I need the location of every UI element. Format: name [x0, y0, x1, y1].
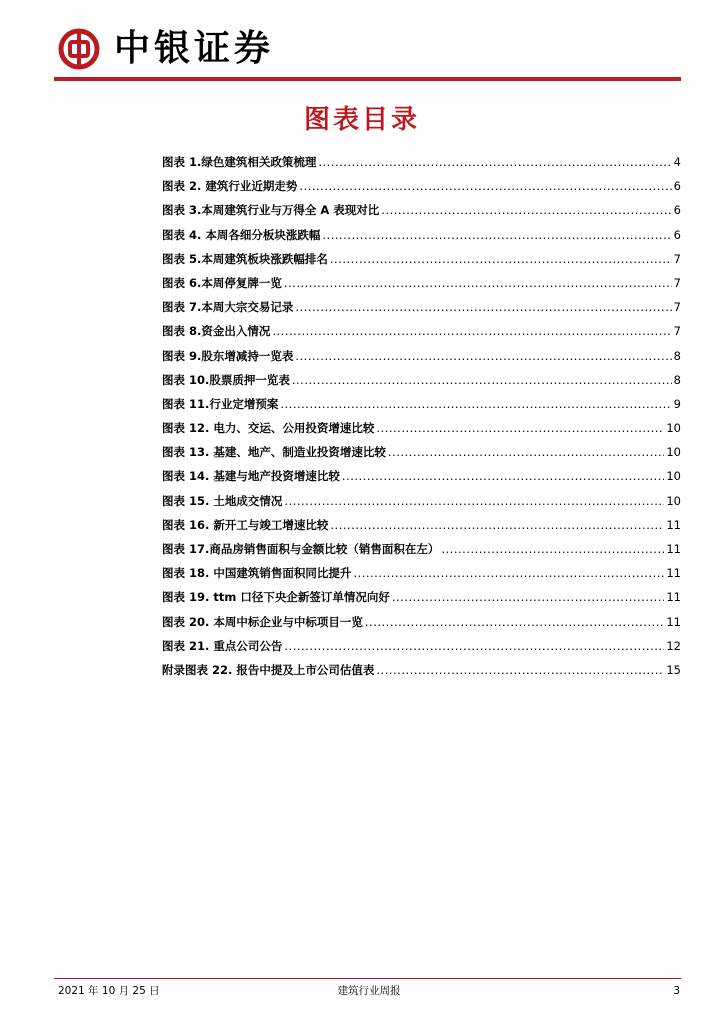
toc-entry-page: 11	[666, 590, 681, 605]
toc-entry-title: 图表 20. 本周中标企业与中标项目一览	[162, 614, 363, 629]
toc-entry[interactable]	[162, 150, 681, 174]
toc-entry-page: 10	[666, 421, 681, 436]
toc-entry-title: 图表 2. 建筑行业近期走势	[162, 179, 298, 194]
toc-entry-page: 8	[673, 372, 681, 387]
toc-entry-title: 图表 8.资金出入情况	[162, 324, 271, 339]
toc-entry-title: 图表 11.行业定增预案	[162, 396, 279, 411]
toc-entry-page: 11	[666, 517, 681, 532]
toc-leader-dots	[330, 513, 664, 537]
toc-entry-title: 附录图表 22. 报告中提及上市公司估值表	[162, 662, 375, 677]
toc-leader-dots	[376, 658, 664, 682]
toc-entry[interactable]	[162, 537, 681, 561]
toc-entry-title: 图表 9.股东增减持一览表	[162, 348, 294, 363]
toc-entry[interactable]	[162, 174, 681, 198]
toc-entry-page: 4	[673, 155, 681, 169]
toc-entry[interactable]	[162, 634, 681, 658]
toc-leader-dots	[284, 271, 672, 295]
page-footer	[58, 983, 680, 999]
toc-entry[interactable]	[162, 223, 681, 247]
page-header	[0, 0, 724, 90]
toc-entry-title: 图表 6.本周停复牌一览	[162, 275, 282, 290]
toc-leader-dots	[280, 392, 671, 416]
toc-entry-page: 10	[666, 469, 681, 484]
toc-leader-dots	[295, 295, 671, 319]
toc-leader-dots	[342, 464, 664, 488]
toc-entry[interactable]	[162, 585, 681, 609]
toc-entry[interactable]	[162, 319, 681, 343]
toc-entry[interactable]	[162, 440, 681, 464]
header-divider	[54, 77, 681, 81]
toc-entry[interactable]	[162, 489, 681, 513]
toc-leader-dots	[365, 610, 664, 634]
toc-entry[interactable]	[162, 247, 681, 271]
toc-entry[interactable]	[162, 368, 681, 392]
toc-entry-page: 6	[673, 227, 681, 242]
toc-entry-title: 图表 18. 中国建筑销售面积同比提升	[162, 566, 352, 581]
toc-leader-dots	[376, 416, 664, 440]
toc-entry-title: 图表 10.股票质押一览表	[162, 372, 290, 387]
toc-entry[interactable]	[162, 344, 681, 368]
toc-entry[interactable]	[162, 658, 681, 682]
toc-entry-title: 图表 12. 电力、交运、公用投资增速比较	[162, 421, 375, 436]
toc-entry-title: 图表 21. 重点公司公告	[162, 638, 283, 653]
toc-entry[interactable]	[162, 271, 681, 295]
toc-entry-page: 6	[673, 203, 681, 218]
toc-entry-page: 11	[666, 566, 681, 581]
toc-leader-dots	[441, 537, 664, 561]
toc-entry[interactable]	[162, 295, 681, 319]
toc-entry-page: 10	[666, 493, 681, 508]
toc-leader-dots	[318, 150, 671, 174]
toc-entry-page: 11	[666, 614, 681, 629]
toc-leader-dots	[322, 223, 671, 247]
toc-title: 图表目录	[303, 105, 420, 135]
toc-entry[interactable]	[162, 198, 681, 222]
toc-entry-page: 15	[666, 662, 681, 677]
bank-of-china-logo-icon	[58, 28, 100, 70]
footer-divider	[54, 978, 681, 979]
toc-entry[interactable]	[162, 416, 681, 440]
toc-leader-dots	[295, 344, 671, 368]
toc-entry-title: 图表 13. 基建、地产、制造业投资增速比较	[162, 445, 386, 460]
toc-entry-title: 图表 15. 土地成交情况	[162, 493, 283, 508]
toc-leader-dots	[284, 634, 664, 658]
toc-entry-page: 7	[673, 275, 681, 290]
toc-entry[interactable]	[162, 464, 681, 488]
toc-entry-title: 图表 4. 本周各细分板块涨跌幅	[162, 227, 321, 242]
toc-leader-dots	[392, 585, 665, 609]
toc-leader-dots	[388, 440, 664, 464]
toc-entry-page: 8	[673, 348, 681, 363]
toc-entry-title: 图表 7.本周大宗交易记录	[162, 300, 294, 315]
toc-entry-page: 9	[673, 396, 681, 411]
table-of-figures	[162, 150, 681, 682]
toc-entry-title: 图表 16. 新开工与竣工增速比较	[162, 517, 329, 532]
toc-entry-page: 10	[666, 445, 681, 460]
toc-entry[interactable]	[162, 513, 681, 537]
toc-leader-dots	[299, 174, 671, 198]
toc-leader-dots	[284, 489, 664, 513]
toc-entry-page: 7	[673, 324, 681, 339]
toc-entry-title: 图表 14. 基建与地产投资增速比较	[162, 469, 340, 484]
toc-entry-title: 图表 17.商品房销售面积与金额比较（销售面积在左）	[162, 542, 440, 556]
toc-entry-title: 图表 19. ttm 口径下央企新签订单情况向好	[162, 590, 390, 605]
toc-leader-dots	[353, 561, 664, 585]
footer-page-number: 3	[673, 985, 680, 997]
toc-entry-title: 图表 5.本周建筑板块涨跌幅排名	[162, 251, 328, 266]
brand-name: 中银证券	[114, 27, 275, 69]
toc-entry-page: 11	[666, 542, 681, 556]
toc-leader-dots	[272, 319, 671, 343]
toc-entry-title: 图表 3.本周建筑行业与万得全 A 表现对比	[162, 203, 380, 218]
toc-leader-dots	[330, 247, 672, 271]
toc-entry-page: 12	[666, 638, 681, 653]
footer-report-name: 建筑行业周报	[337, 985, 401, 997]
toc-leader-dots	[381, 198, 671, 222]
toc-entry-title: 图表 1.绿色建筑相关政策梳理	[162, 155, 317, 169]
toc-entry[interactable]	[162, 610, 681, 634]
toc-entry[interactable]	[162, 561, 681, 585]
toc-entry-page: 7	[673, 251, 681, 266]
toc-entry[interactable]	[162, 392, 681, 416]
footer-date: 2021 年 10 月 25 日	[58, 985, 160, 997]
toc-entry-page: 7	[673, 300, 681, 315]
toc-leader-dots	[292, 368, 672, 392]
toc-entry-page: 6	[673, 179, 681, 194]
